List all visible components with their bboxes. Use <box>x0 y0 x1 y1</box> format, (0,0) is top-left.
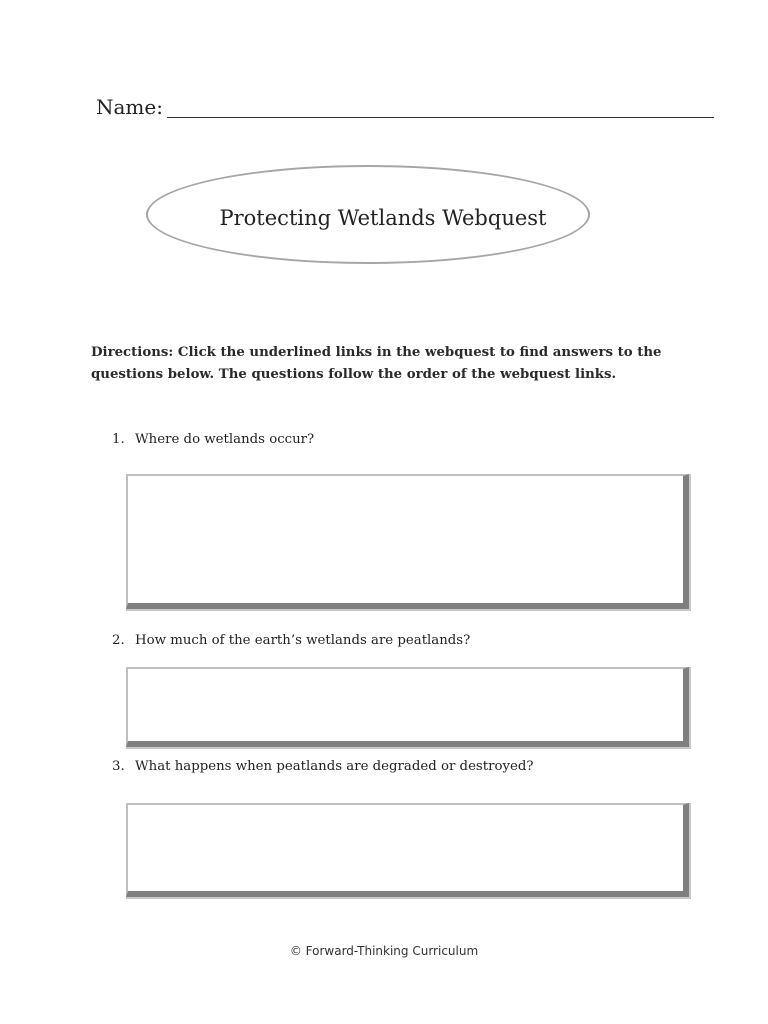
directions-text: Directions: Click the underlined links in the webquest to find answers to the questions below. The questions follow the order of the webquest links. <box>91 345 662 382</box>
page-title: Protecting Wetlands Webquest <box>219 206 547 230</box>
copyright-footer: © Forward-Thinking Curriculum <box>289 944 479 958</box>
name-underline <box>167 117 714 118</box>
question-number: 1. <box>112 432 125 447</box>
question-text: How much of the earth’s wetlands are peatlands? <box>135 633 471 648</box>
question-number: 2. <box>112 633 125 648</box>
answer-box-3[interactable] <box>126 803 689 897</box>
name-label: Name: <box>96 95 163 119</box>
question-text: Where do wetlands occur? <box>135 432 315 447</box>
answer-box-1[interactable] <box>126 474 689 609</box>
question-number: 3. <box>112 759 125 774</box>
question-text: What happens when peatlands are degraded or destroyed? <box>135 759 534 774</box>
answer-box-2[interactable] <box>126 667 689 747</box>
